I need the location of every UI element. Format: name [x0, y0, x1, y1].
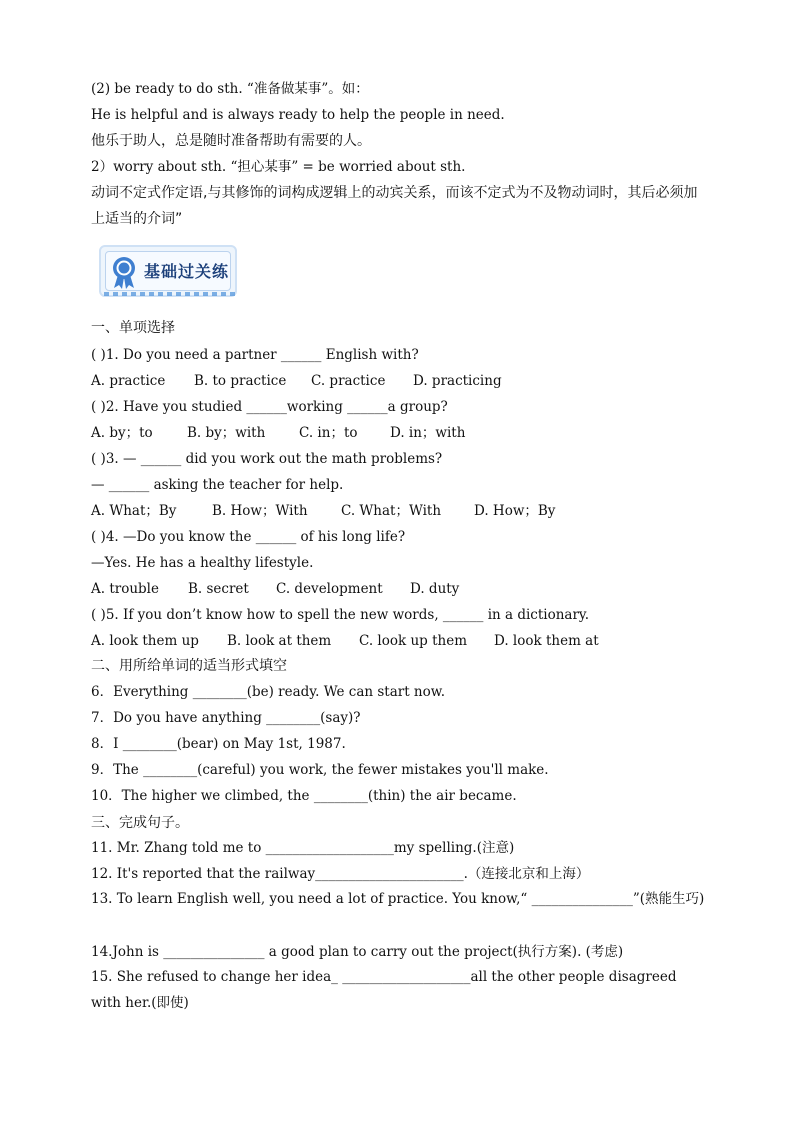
- section1-heading: 一、单项选择: [91, 320, 175, 336]
- option-d: D. look them at: [494, 633, 599, 649]
- option-b: B. secret: [188, 581, 249, 597]
- option-a: A. by；to: [91, 425, 153, 441]
- question-3-options: [91, 501, 555, 521]
- question-4-options: [91, 579, 459, 599]
- note-worry-about: 2）worry about sth. “担心某事” = be worried about sth.: [91, 159, 466, 175]
- section2-heading: 二、用所给单词的适当形式填空: [91, 658, 287, 674]
- question-4-reply: —Yes. He has a healthy lifestyle.: [91, 555, 314, 571]
- option-c: C. look up them: [359, 633, 468, 649]
- question-12: 12. It's reported that the railway______________________.（连接北京和上海）: [91, 866, 590, 882]
- question-6: 6．Everything ________(be) ready. We can start now.: [91, 684, 445, 700]
- option-b: B. to practice: [194, 373, 287, 389]
- note-infinitive-rule: 动词不定式作定语,与其修饰的词构成逻辑上的动宾关系，而该不定式为不及物动词时，其后必须加上适当的介词”: [91, 185, 698, 227]
- question-14: 14.John is _______________ a good plan to carry out the project(执行方案). (考虑): [91, 944, 624, 960]
- question-10: 10．The higher we climbed, the ________(thin) the air became.: [91, 788, 517, 804]
- question-9: 9．The ________(careful) you work, the fewer mistakes you'll make.: [91, 762, 549, 778]
- option-c: C. development: [276, 581, 383, 597]
- option-a: A. practice: [91, 373, 166, 389]
- question-5-options: [91, 631, 599, 651]
- question-13: 13. To learn English well, you need a lot of practice. You know,“ _______________”(熟能生巧): [91, 891, 705, 907]
- option-c: C. in；to: [299, 425, 358, 441]
- question-4: ( )4. —Do you know the ______ of his long life?: [91, 529, 406, 545]
- section3-heading: 三、完成句子。: [91, 815, 189, 831]
- option-c: C. What；With: [341, 503, 442, 519]
- option-a: A. What；By: [91, 503, 177, 519]
- option-a: A. trouble: [91, 581, 159, 597]
- option-d: D. practicing: [413, 373, 502, 389]
- question-1-options: [91, 371, 502, 391]
- question-11: 11. Mr. Zhang told me to ___________________my spelling.(注意): [91, 840, 515, 856]
- option-d: D. in；with: [390, 425, 466, 441]
- option-b: B. How；With: [212, 503, 308, 519]
- option-d: D. duty: [410, 581, 460, 597]
- question-2-options: [91, 423, 465, 443]
- question-3-reply: — ______ asking the teacher for help.: [91, 477, 344, 493]
- note-example-cn: 他乐于助人，总是随时准备帮助有需要的人。: [91, 133, 371, 149]
- note-ready-to-do: (2) be ready to do sth. “准备做某事”。如：: [91, 81, 369, 97]
- question-7: 7．Do you have anything ________(say)?: [91, 710, 361, 726]
- question-5: ( )5. If you don’t know how to spell the new words, ______ in a dictionary.: [91, 607, 590, 623]
- badge-decoration: [104, 292, 238, 296]
- question-3: ( )3. — ______ did you work out the math problems?: [91, 451, 443, 467]
- note-example-en: He is helpful and is always ready to help the people in need.: [91, 107, 505, 123]
- option-b: B. look at them: [227, 633, 332, 649]
- question-8: 8．I ________(bear) on May 1st, 1987.: [91, 736, 346, 752]
- option-c: C. practice: [311, 373, 386, 389]
- question-15: 15. She refused to change her idea_ ___________________all the other people disagreed with her.(即使): [91, 969, 677, 1011]
- badge-title: 基础过关练: [144, 262, 230, 281]
- medal-ribbon-icon: [110, 255, 138, 289]
- option-b: B. by；with: [187, 425, 266, 441]
- option-d: D. How；By: [474, 503, 556, 519]
- option-a: A. look them up: [91, 633, 199, 649]
- question-2: ( )2. Have you studied ______working ______a group?: [91, 399, 448, 415]
- question-1: ( )1. Do you need a partner ______ English with?: [91, 347, 419, 363]
